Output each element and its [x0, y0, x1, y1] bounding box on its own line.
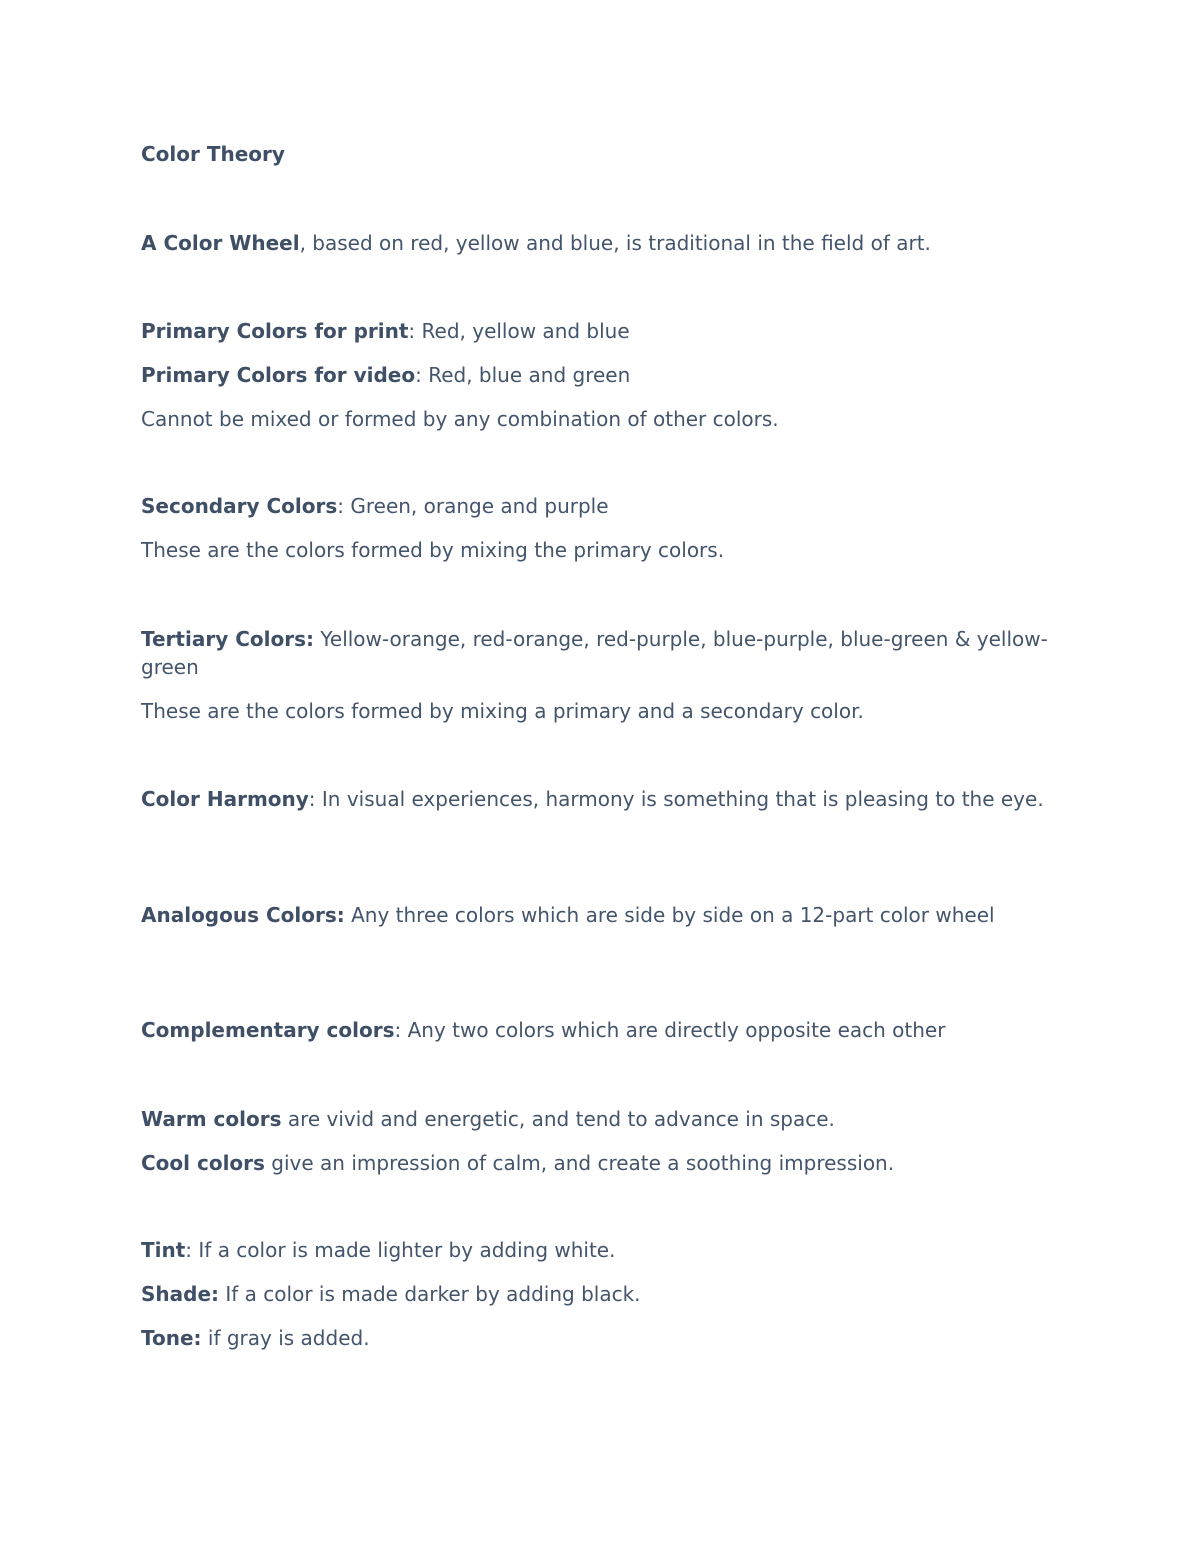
note-secondary: These are the colors formed by mixing the primary colors.	[141, 538, 725, 562]
paragraph-tint	[141, 1236, 1061, 1264]
paragraph-primary-note	[141, 405, 1061, 433]
term-secondary: Secondary Colors	[141, 494, 338, 518]
document-title: Color Theory	[141, 142, 285, 166]
paragraph-cool	[141, 1149, 1061, 1177]
paragraph-tertiary-note	[141, 697, 1061, 725]
definition-secondary: : Green, orange and purple	[337, 494, 609, 518]
paragraph-shade	[141, 1280, 1061, 1308]
paragraph-secondary-note	[141, 536, 1061, 564]
term-analogous: Analogous Colors:	[141, 903, 345, 927]
note-tertiary: These are the colors formed by mixing a primary and a secondary color.	[141, 699, 864, 723]
paragraph-harmony	[141, 785, 1061, 813]
term-cool: Cool colors	[141, 1151, 265, 1175]
paragraph-secondary	[141, 492, 1061, 520]
paragraph-tertiary	[141, 625, 1061, 681]
note-primary: Cannot be mixed or formed by any combination of other colors.	[141, 407, 779, 431]
paragraph-tone	[141, 1324, 1061, 1352]
term-warm: Warm colors	[141, 1107, 282, 1131]
definition-primary-video: : Red, blue and green	[415, 363, 631, 387]
definition-color-wheel: , based on red, yellow and blue, is traditional in the field of art.	[299, 231, 931, 255]
term-tertiary: Tertiary Colors:	[141, 627, 314, 651]
definition-cool: give an impression of calm, and create a soothing impression.	[264, 1151, 895, 1175]
term-complementary: Complementary colors	[141, 1018, 395, 1042]
term-shade: Shade:	[141, 1282, 220, 1306]
paragraph-primary-video	[141, 361, 1061, 389]
term-color-wheel: A Color Wheel	[141, 231, 300, 255]
definition-warm: are vivid and energetic, and tend to advance in space.	[281, 1107, 835, 1131]
term-tint: Tint	[141, 1238, 186, 1262]
definition-primary-print: : Red, yellow and blue	[408, 319, 630, 343]
definition-analogous: Any three colors which are side by side on a 12-part color wheel	[344, 903, 995, 927]
term-primary-print: Primary Colors for print	[141, 319, 409, 343]
paragraph-complementary	[141, 1016, 1061, 1044]
definition-shade: If a color is made darker by adding black.	[219, 1282, 641, 1306]
term-primary-video: Primary Colors for video	[141, 363, 416, 387]
definition-tint: : If a color is made lighter by adding white.	[185, 1238, 616, 1262]
definition-tertiary: Yellow-orange, red-orange, red-purple, blue-purple, blue-green & yellow-green	[141, 627, 1048, 679]
definition-complementary: : Any two colors which are directly opposite each other	[394, 1018, 946, 1042]
paragraph-analogous	[141, 901, 1061, 929]
paragraph-warm	[141, 1105, 1061, 1133]
term-tone: Tone:	[141, 1326, 202, 1350]
definition-tone: if gray is added.	[201, 1326, 370, 1350]
paragraph-color-wheel	[141, 229, 1061, 257]
term-harmony: Color Harmony	[141, 787, 309, 811]
paragraph-primary-print	[141, 317, 1061, 345]
definition-harmony: : In visual experiences, harmony is something that is pleasing to the eye.	[308, 787, 1044, 811]
